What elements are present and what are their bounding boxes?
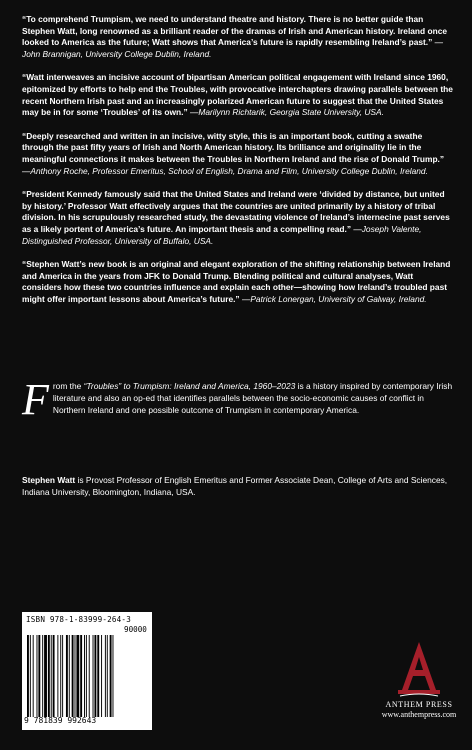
book-title: “Troubles” to Trumpism: Ireland and America, 1960–2023 (83, 381, 296, 391)
endorsement-quote-3 (22, 131, 454, 177)
anthem-press-logo-icon (396, 640, 442, 698)
publisher-name: ANTHEM PRESS (385, 700, 453, 709)
endorsement-quote-1 (22, 14, 454, 60)
description-text: is a history inspired by contemporary Irish literature and also an op-ed that identifies parallels between the socio-economic causes of conflict in Northern Ireland and one possible outcome of Trumpism in contemporary America. (52, 381, 453, 415)
quote-attribution: —Marilynn Richtarik, Georgia State University, USA. (187, 107, 384, 118)
barcode-icon (26, 635, 148, 717)
author-name: Stephen Watt (22, 475, 76, 485)
quote-attribution: —Patrick Lonergan, University of Galway, Ireland. (239, 293, 427, 304)
quote-text: “Stephen Watt’s new book is an original and elegant exploration of the shifting relationship between Ireland and America in the years from JFK to Donald Trump. Blending political and cultural analyses, Watt considers how these two countries influence and explain each other—showing how Ireland’s troubled past might offer important lessons about America’s future.” (22, 259, 451, 304)
quote-text: “To comprehend Trumpism, we need to understand theatre and history. There is no better guide than Stephen Watt, long renowned as a brilliant reader of the dramas of Irish and American history. Ireland once looked to America as the future; Watt shows that America’s future is rapidly resembling Ireland’s past.” (22, 14, 448, 48)
quote-text: “Deeply researched and written in an incisive, witty style, this is an important book, cutting a swathe through the past fifty years of Irish and North American history. Its brilliance and originality lie in the meaningful connections it makes between the Troubles in Northern Ireland and the rise of Donald Trump.” (22, 130, 445, 164)
quote-attribution: —John Brannigan, University College Dublin, Ireland. (22, 37, 444, 59)
quote-attribution: —Joseph Valente, Distinguished Professor, University of Buffalo, USA. (22, 223, 422, 246)
drop-cap: F (22, 375, 49, 424)
publisher-block (374, 640, 464, 719)
ean-digits: 9 781839 992643 (24, 716, 97, 725)
endorsement-quote-5 (22, 259, 454, 305)
author-bio-text: is Provost Professor of English Emeritus and Former Associate Dean, College of Arts and Sciences, Indiana University, Bloomington, Indiana, USA. (22, 475, 448, 497)
endorsement-quote-2 (22, 72, 454, 118)
quote-attribution: —Anthony Roche, Professor Emeritus, School of English, Drama and Film, University College Dublin, Ireland. (22, 165, 428, 176)
isbn-barcode (22, 612, 152, 730)
author-bio (22, 475, 454, 499)
endorsement-quote-4 (22, 189, 454, 247)
book-description (22, 375, 454, 424)
quote-text: “Watt interweaves an incisive account of bipartisan American political engagement with Ireland since 1960, epitomized by efforts to help end the Troubles, with provocative interchapters drawing parallels between the recent Northern Irish past and an increasingly polarized American future to suggest that the United States may be in for some ‘Troubles’ of its own.” (22, 72, 453, 118)
price-code: 90000 (124, 625, 147, 634)
quote-text: “President Kennedy famously said that the United States and Ireland were ‘divided by distance, but united by history.’ Professor Watt effectively argues that the countries are united primarily by a history of tribal division. In his scrupulously researched study, the devastating violence of Ireland’s internecine past serves as a likely portent of America’s future. An important thesis and a compelling read.” (22, 189, 450, 234)
publisher-url[interactable]: www.anthempress.com (381, 710, 457, 719)
endorsement-quotes (22, 14, 454, 317)
description-lead: rom the (52, 381, 84, 391)
isbn-label: ISBN 978-1-83999-264-3 (26, 615, 131, 624)
